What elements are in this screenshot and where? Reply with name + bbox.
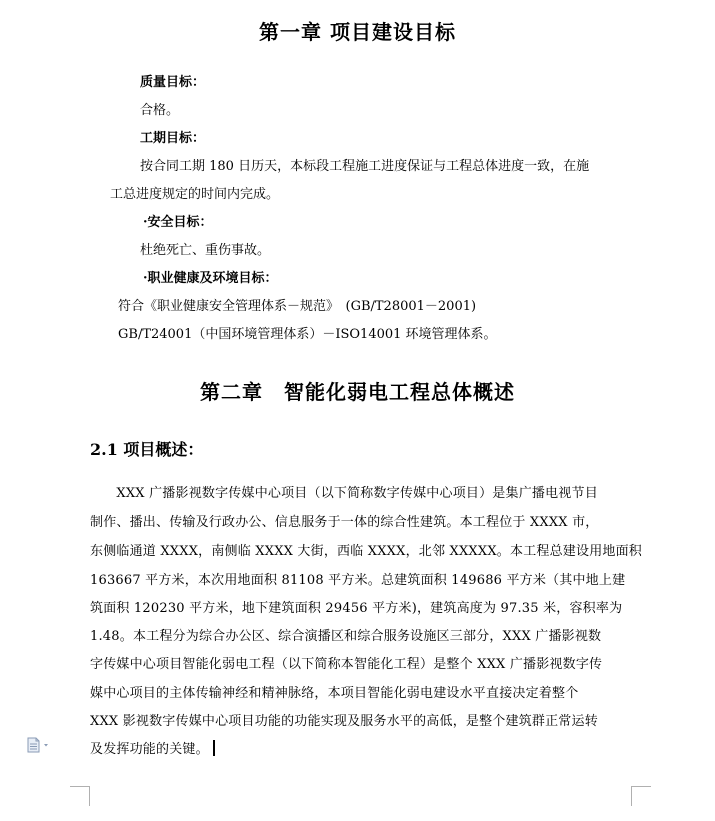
- safety-text: 杜绝死亡、重伤事故。: [140, 243, 271, 258]
- paste-options-button[interactable]: [26, 737, 52, 753]
- schedule-text-line-1: 按合同工期 180 日历天，本标段工程施工进度保证与工程总体进度一致，在施: [140, 159, 590, 174]
- paragraph-line: 字传媒中心项目智能化弱电工程（以下简称本智能化工程）是整个 XXX 广播影视数字传: [90, 657, 603, 672]
- paragraph-line: 制作、播出、传输及行政办公、信息服务于一体的综合性建筑。本工程位于 XXXX 市，: [90, 515, 599, 530]
- chapter-1-title: 第一章 项目建设目标: [259, 20, 456, 44]
- schedule-label: 工期目标：: [140, 131, 206, 146]
- document-icon: [26, 737, 52, 753]
- section-2-1-title: 2.1 项目概述：: [90, 440, 204, 459]
- paragraph-line: 筑面积 120230 平方米，地下建筑面积 29456 平方米)，建筑高度为 97.35 米，容积率为: [90, 601, 623, 616]
- page-corner-mark-left: [70, 786, 90, 806]
- chevron-down-icon: [44, 744, 48, 747]
- health-text-line-1: 符合《职业健康安全管理体系－规范》 (GB/T28001－2001): [118, 299, 477, 314]
- health-label: ·职业健康及环境目标：: [143, 271, 278, 286]
- paragraph-line: 媒中心项目的主体传输神经和精神脉络，本项目智能化弱电建设水平直接决定着整个: [90, 686, 579, 701]
- paragraph-line-last: [90, 740, 630, 759]
- paragraph-line-text: 及发挥功能的关键。: [90, 742, 209, 757]
- paragraph-line: 163667 平方米，本次用地面积 81108 平方米。总建筑面积 149686 平方米（其中地上建: [90, 573, 626, 588]
- chapter-2-title: 第二章 智能化弱电工程总体概述: [200, 380, 515, 404]
- paragraph-line: 东侧临通道 XXXX，南侧临 XXXX 大街，西临 XXXX，北邻 XXXXX。本工程总建设用地面积: [90, 544, 642, 559]
- health-text-line-2: GB/T24001（中国环境管理体系）－ISO14001 环境管理体系。: [118, 327, 497, 342]
- quality-text: 合格。: [140, 103, 180, 118]
- safety-label: ·安全目标：: [143, 215, 213, 230]
- page-corner-mark-right: [631, 786, 651, 806]
- schedule-text-line-2: 工总进度规定的时间内完成。: [110, 187, 280, 202]
- quality-label: 质量目标：: [140, 75, 206, 90]
- text-cursor: [213, 740, 215, 756]
- paragraph-line: XXX 影视数字传媒中心项目功能的功能实现及服务水平的高低，是整个建筑群正常运转: [90, 714, 598, 729]
- paragraph-line: 1.48。本工程分为综合办公区、综合演播区和综合服务设施区三部分，XXX 广播影视数: [90, 629, 602, 644]
- paragraph-line: XXX 广播影视数字传媒中心项目（以下简称数字传媒中心项目）是集广播电视节目: [90, 486, 598, 501]
